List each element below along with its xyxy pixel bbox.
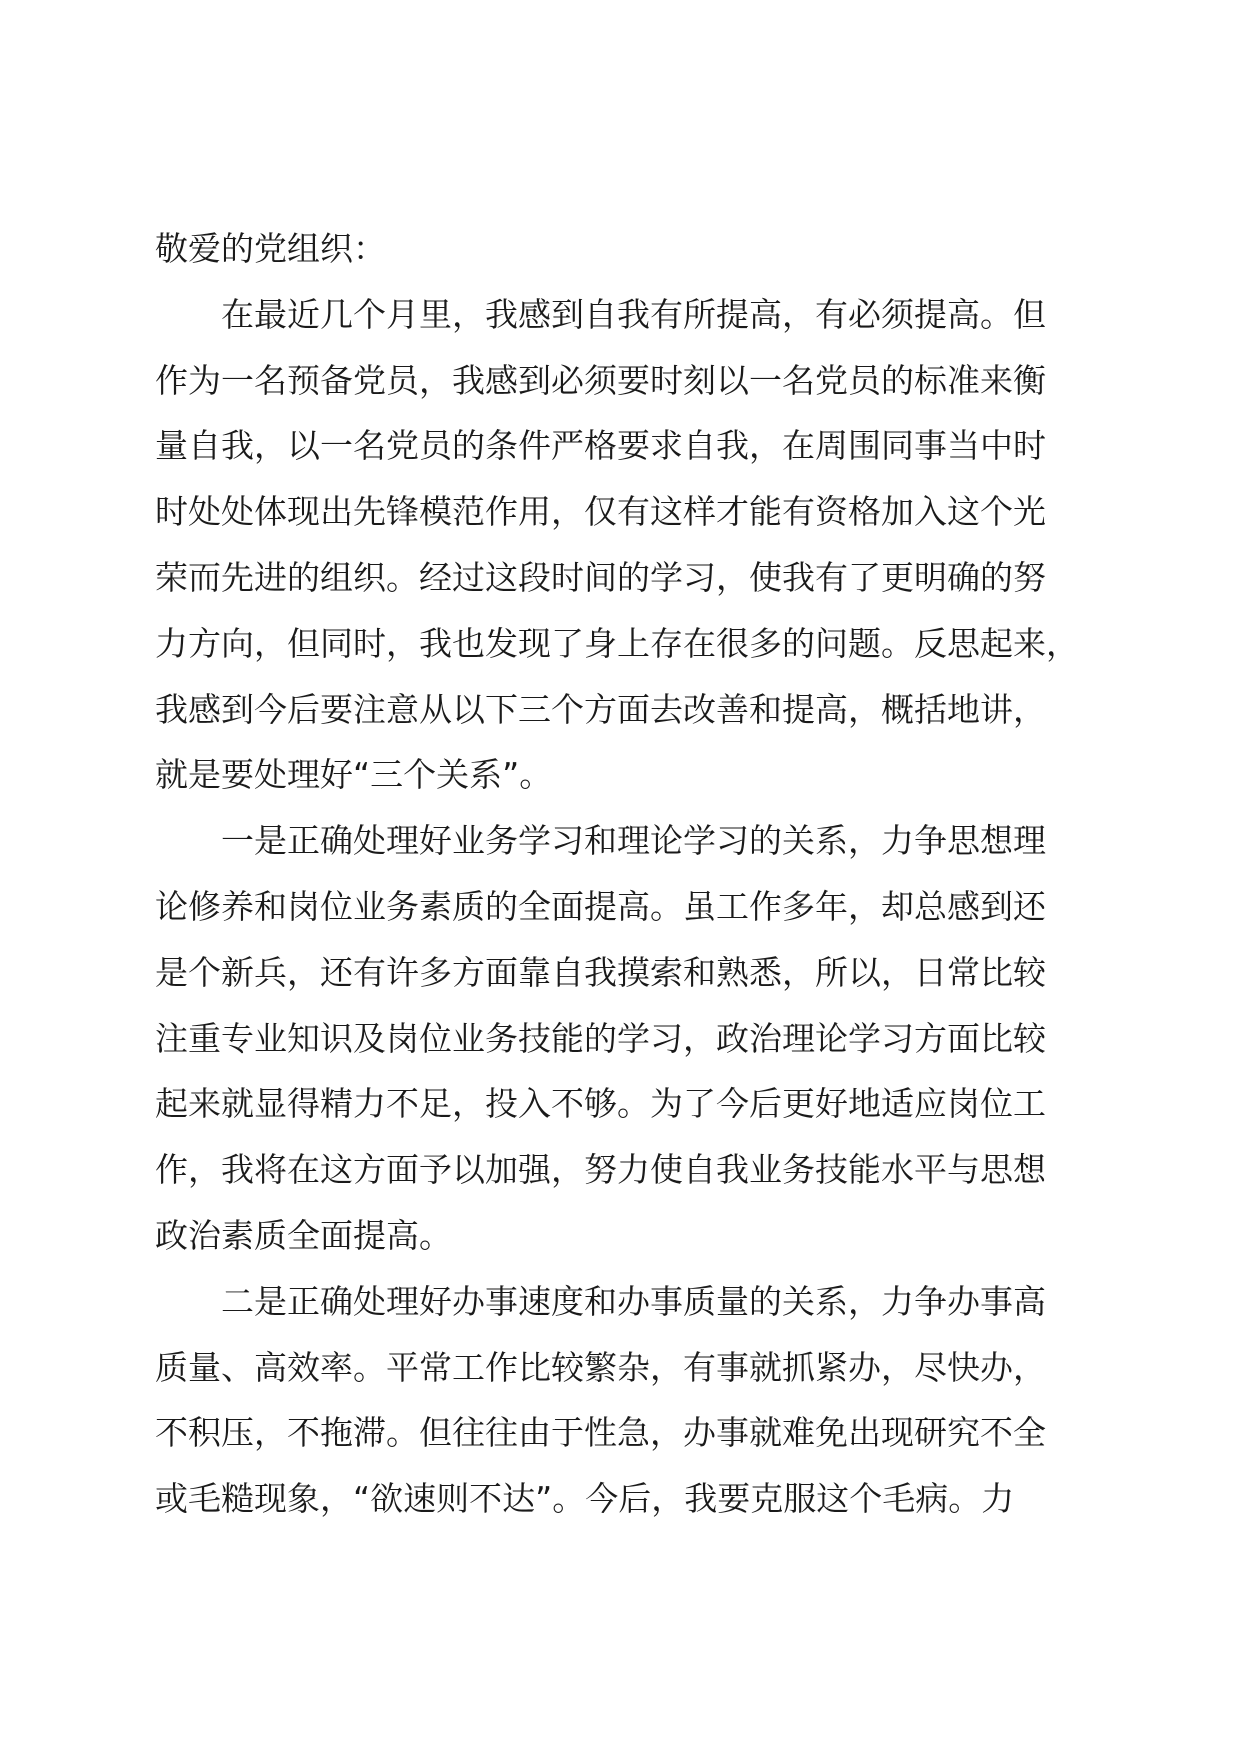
paragraph-3-line: 二是正确处理好办事速度和办事质量的关系，力争办事高	[221, 1281, 1046, 1321]
paragraph-1-line: 时处处体现出先锋模范作用，仅有这样才能有资格加入这个光	[155, 492, 1046, 532]
letter-body	[155, 216, 1079, 1532]
salutation: 敬爱的党组织：	[155, 229, 386, 268]
paragraph-2-line: 起来就显得精力不足，投入不够。为了今后更好地适应岗位工	[155, 1084, 1046, 1124]
paragraph-1-line: 我感到今后要注意从以下三个方面去改善和提高，概括地讲，	[155, 689, 1046, 729]
paragraph-2-line: 一是正确处理好业务学习和理论学习的关系，力争思想理	[221, 821, 1046, 861]
paragraph-1-line: 在最近几个月里，我感到自我有所提高，有必须提高。但	[221, 294, 1046, 334]
paragraph-1-line: 力方向，但同时，我也发现了身上存在很多的问题。反思起来，	[155, 623, 1079, 663]
paragraph-2-line: 是个新兵，还有许多方面靠自我摸索和熟悉，所以，日常比较	[155, 952, 1046, 992]
paragraph-3-line: 或毛糙现象，“欲速则不达”。今后，我要克服这个毛病。力	[155, 1479, 1015, 1519]
paragraph-3-line: 不积压，不拖滞。但往往由于性急，办事就难免出现研究不全	[155, 1413, 1046, 1453]
paragraph-3-line: 质量、高效率。平常工作比较繁杂，有事就抓紧办，尽快办，	[155, 1347, 1046, 1387]
paragraph-1-line: 作为一名预备党员，我感到必须要时刻以一名党员的标准来衡	[155, 360, 1046, 400]
paragraph-1-line: 就是要处理好“三个关系”。	[155, 755, 553, 795]
paragraph-2-line: 论修养和岗位业务素质的全面提高。虽工作多年，却总感到还	[155, 886, 1046, 926]
paragraph-1-line: 荣而先进的组织。经过这段时间的学习，使我有了更明确的努	[155, 557, 1046, 597]
paragraph-2-line: 作，我将在这方面予以加强，努力使自我业务技能水平与思想	[155, 1150, 1046, 1190]
paragraph-2-line: 政治素质全面提高。	[155, 1215, 452, 1255]
paragraph-1-line: 量自我，以一名党员的条件严格要求自我，在周围同事当中时	[155, 426, 1046, 466]
paragraph-2-line: 注重专业知识及岗位业务技能的学习，政治理论学习方面比较	[155, 1018, 1046, 1058]
